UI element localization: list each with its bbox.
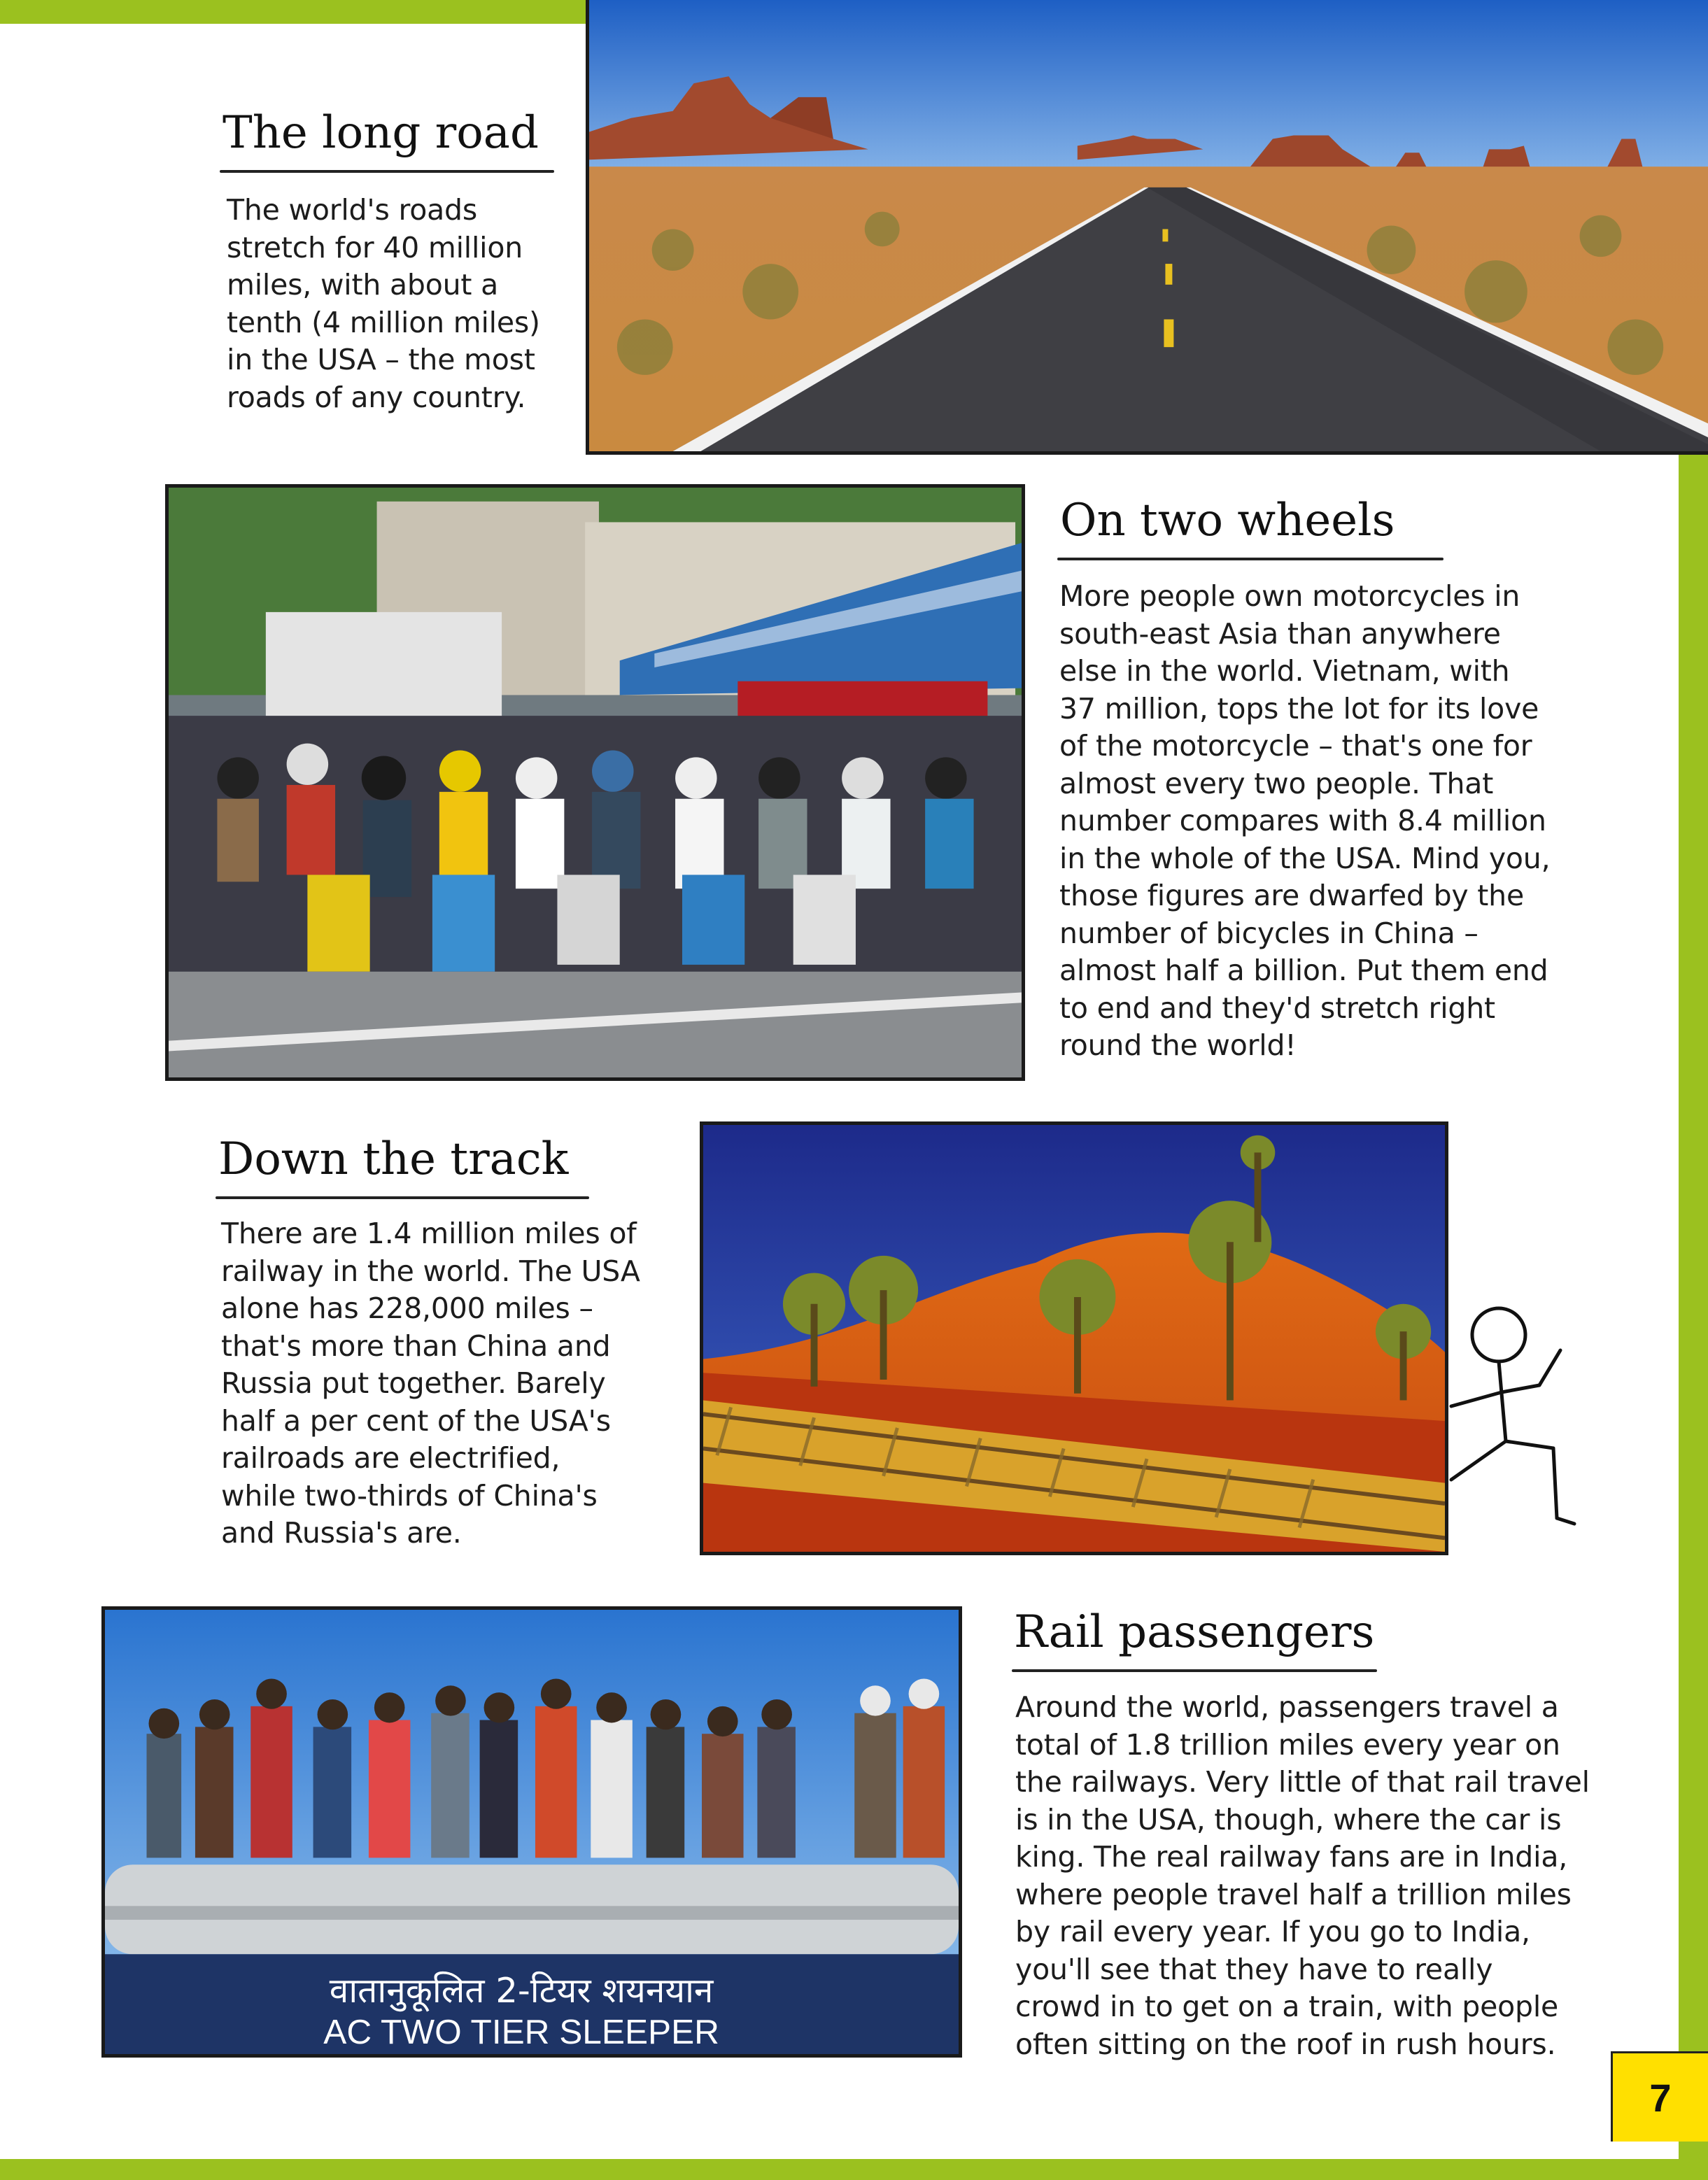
heading-underline: [1057, 558, 1444, 560]
heading-underline: [1012, 1669, 1377, 1672]
section-heading-long-road: The long road: [223, 107, 539, 159]
green-border-bottom: [0, 2159, 1708, 2180]
page-number: 7: [1611, 2051, 1708, 2142]
heading-underline: [216, 1196, 589, 1199]
section-body-down-track: There are 1.4 million miles of railway in the world. The USA alone has 228,000 miles – that's more than China and Russia put together. Barely half a per cent of the USA's railroads are electrified, while two-thirds of China's and Russia's are.: [221, 1217, 640, 1550]
photo-desert-road: [586, 0, 1708, 455]
stick-figure-illustration: [1448, 1301, 1595, 1532]
green-border-top: [0, 0, 591, 24]
section-heading-two-wheels: On two wheels: [1060, 495, 1395, 546]
green-border-right: [1679, 455, 1708, 2180]
photo-motorcycle-traffic: [165, 484, 1025, 1081]
section-body-two-wheels: More people own motorcycles in south-east Asia than anywhere else in the world. Vietnam, with 37 million, tops the lot for its love of the motorcycle – that's one for almost every two people. That number compares with 8.4 million in the whole of the USA. Mind you, those figures are dwarfed by the number of bicycles in China – almost half a billion. Put them end to end and they'd stretch right round the world!: [1059, 579, 1551, 1062]
train-sign-english: AC TWO TIER SLEEPER: [323, 2013, 719, 2052]
section-heading-down-track: Down the track: [218, 1133, 569, 1185]
train-sign-hindi: वातानुकूलित 2-टियर शयनयान: [329, 1970, 714, 2011]
photo-train-roof-passengers: [101, 1606, 962, 2058]
heading-underline: [220, 170, 554, 173]
photo-desert-railway: [700, 1121, 1448, 1555]
section-heading-rail-passengers: Rail passengers: [1014, 1606, 1375, 1658]
section-body-long-road: The world's roads stretch for 40 million miles, with about a tenth (4 million miles) in the USA – the most roads of any country.: [227, 193, 540, 414]
section-body-rail-passengers: Around the world, passengers travel a total of 1.8 trillion miles every year on the railways. Very little of that rail travel is in the USA, though, where the car is king. The real railway fans are in India, where people travel half a trillion miles by rail every year. If you go to India, you'll see that they have to really crowd in to get on a train, with people often sitting on the roof in rush hours.: [1015, 1690, 1590, 2061]
